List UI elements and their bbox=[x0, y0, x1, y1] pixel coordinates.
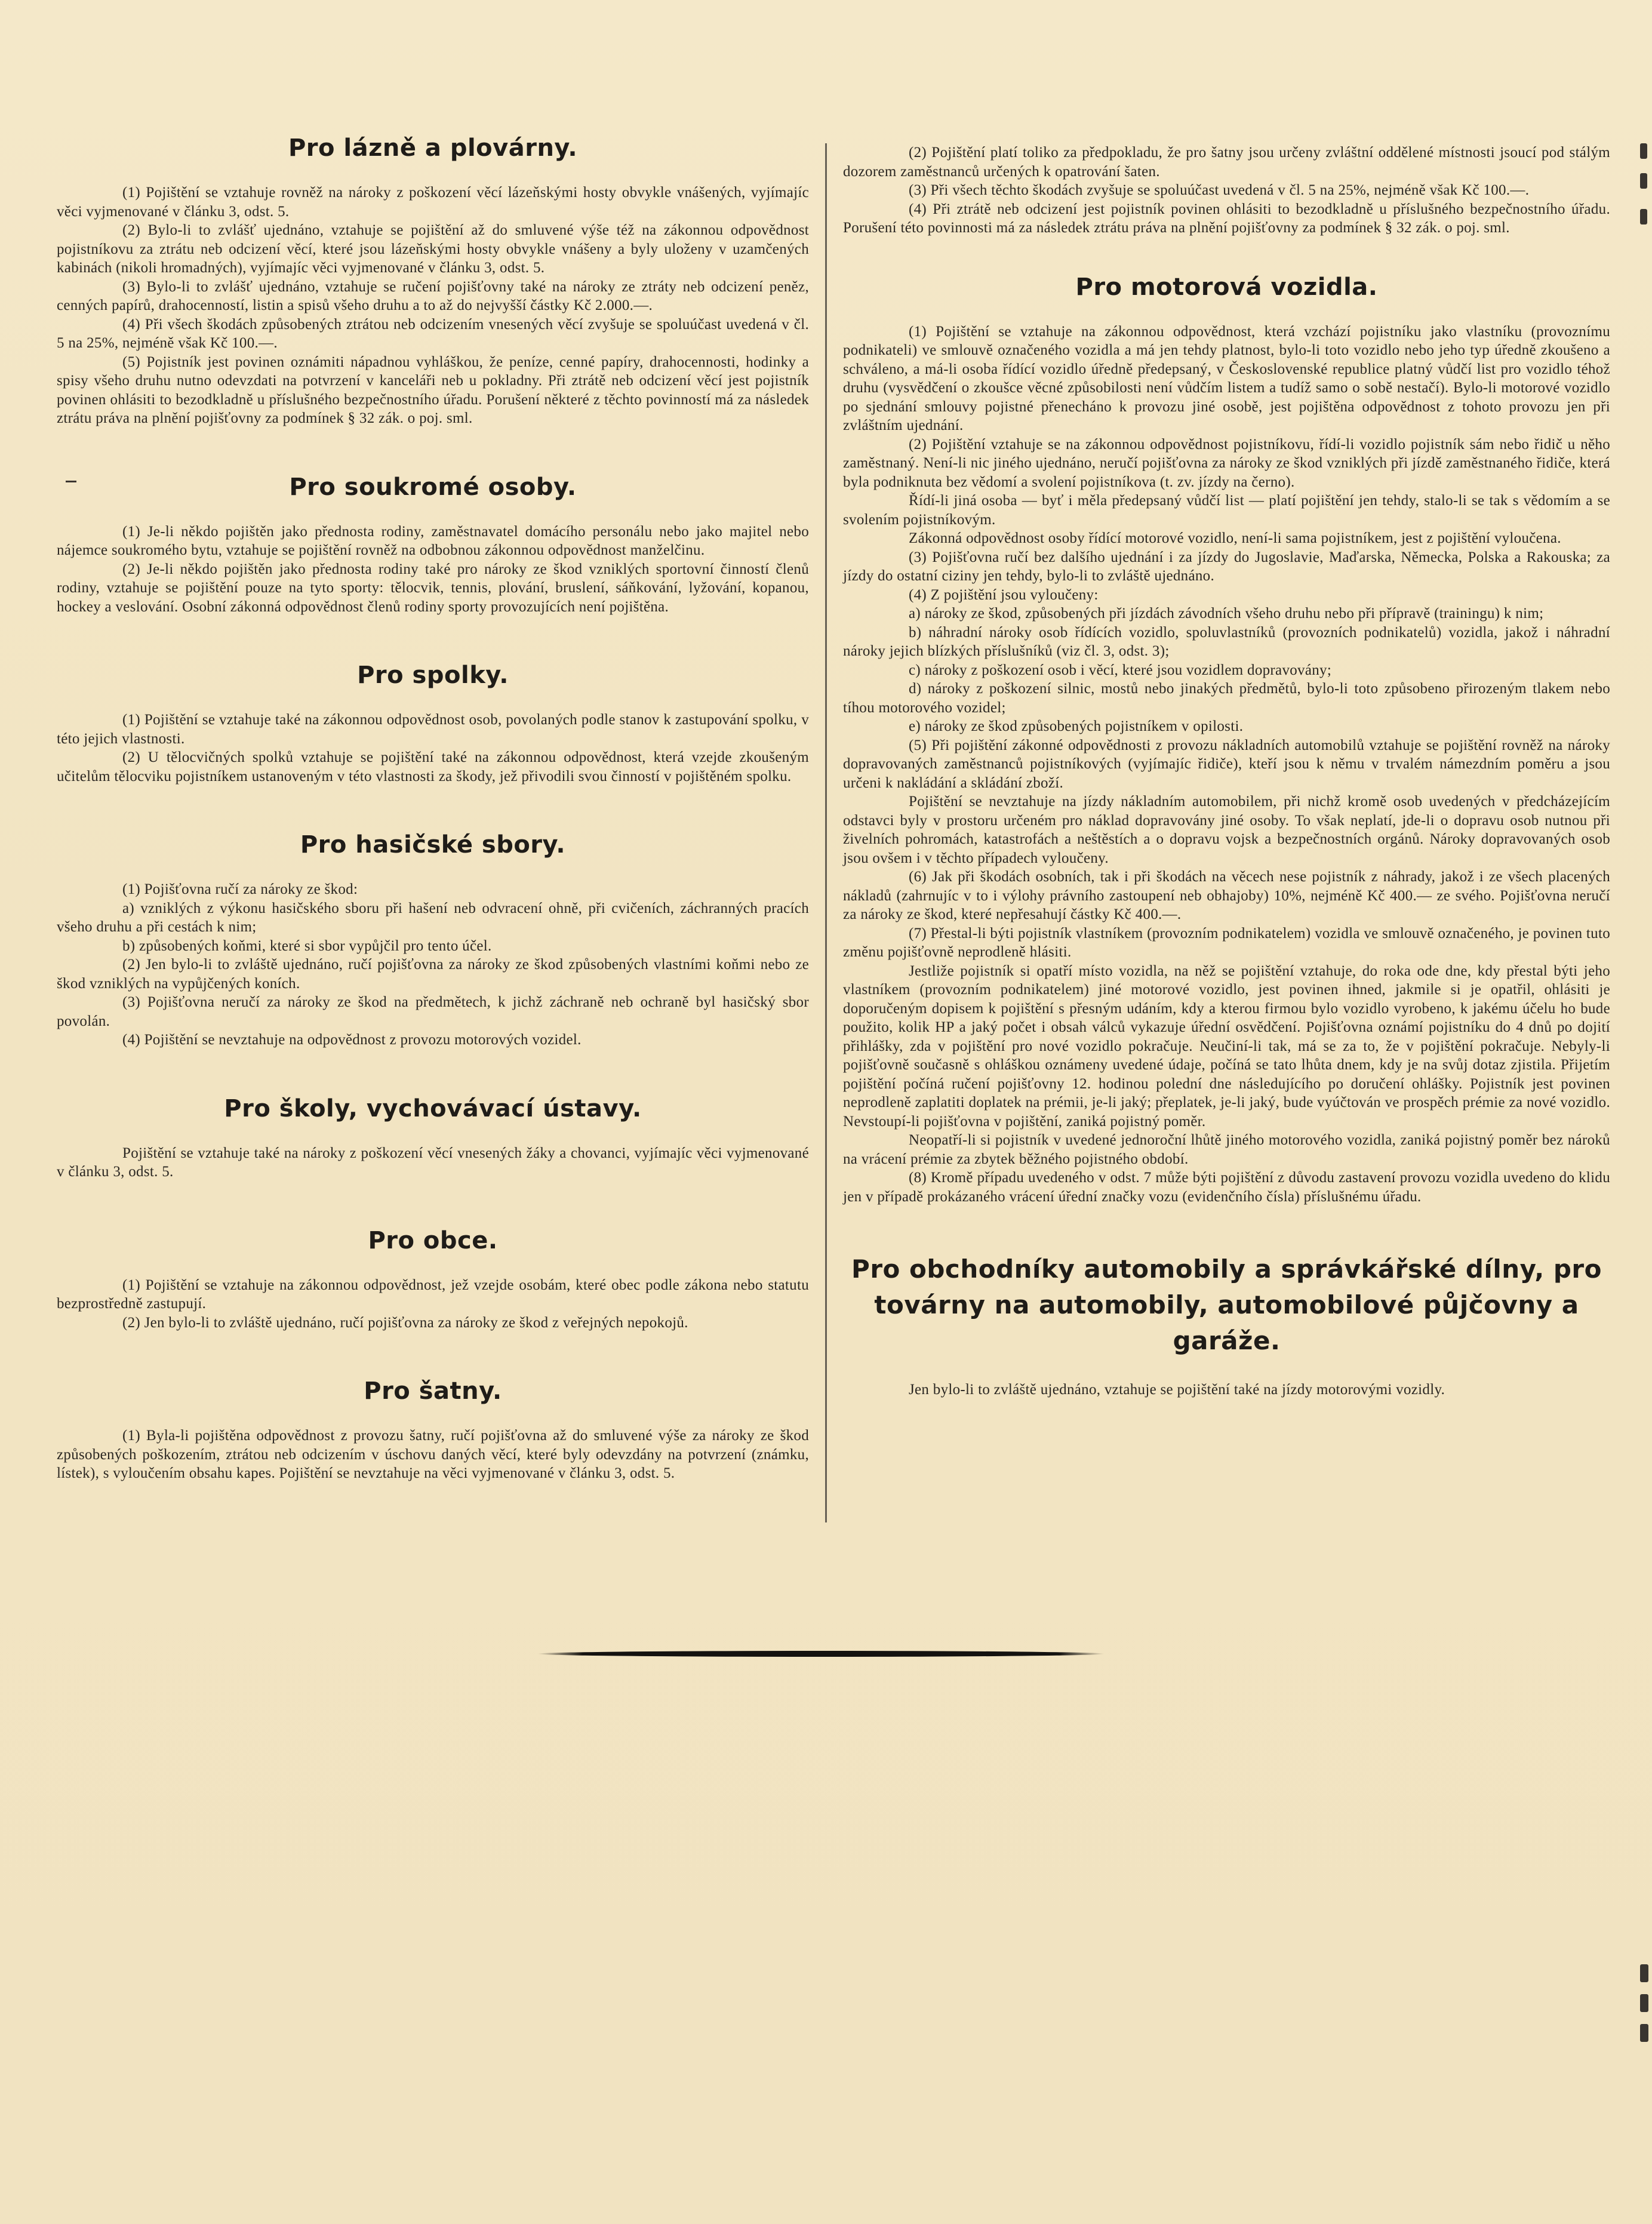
section-title: Pro soukromé osoby. bbox=[289, 473, 577, 501]
section-satny bbox=[57, 1377, 809, 1483]
section-motorova-vozidla bbox=[843, 273, 1610, 1207]
paragraph: (2) Jen bylo-li to zvláště ujednáno, ručí pojišťovna za nároky ze škod způsobených vlastními koňmi nebo ze škod vzniklých na vypůjčených koních. bbox=[57, 956, 809, 992]
paragraph: (2) U tělocvičných spolků vztahuje se pojištění také na zákonnou odpovědnost, která vzejde zkoušeným učitelům tělocviku pojistníkem ustanoveným v této vlastnosti za škody, jež přivodili svou činností v pojištěném spolku. bbox=[57, 749, 809, 785]
paragraph: (2) Pojištění vztahuje se na zákonnou odpovědnost pojistníkovu, řídí-li vozidlo pojistník sám nebo řidič u něho zaměstnaný. Není-li nic jiného ujednáno, neručí pojišťovna za nároky ze škod vzniklých při jízdě zaměstnaného řidiče, která byla podniknuta bez vědomí a svolení pojistníkova (t. zv. jízdy na černo). bbox=[843, 436, 1610, 490]
paragraph: (7) Přestal-li býti pojistník vlastníkem (provozním podnikatelem) vozidla ve smlouvě označeného, je povinen tuto změnu pojišťovně neprodleně hlásiti. bbox=[843, 925, 1611, 960]
section-soukrome-osoby bbox=[57, 473, 809, 617]
paragraph: (1) Pojištění se vztahuje na zákonnou odpovědnost, která vzchází pojistníku jako vlastníku (provoznímu podnikateli) ve smlouvě označeného vozidla a má jen tehdy platnost, bylo-li toto vozidlo nebo jeho typ úředně zkoušeno a schváleno, a má-li osoba řídící vozidlo úředně předepsaný, v Československé republice platný vůdčí list pro vozidlo téhož druhu (vysvědčení o zkoušce věcné způsobilosti není vůdčím listem a tudíž samo o sobě nestačí). Bylo-li motorové vozidlo po sjednání smlouvy pojistné přenecháno k provozu jiné osobě, jest pojištěna odpovědnost z tohoto provozu jen při zvláštním ujednání. bbox=[843, 323, 1610, 433]
paragraph: (8) Kromě případu uvedeného v odst. 7 může býti pojištění z důvodu zastavení provozu vozidla uvedeno do klidu jen v případě prokázaného vrácení úřední značky vozu (evidenčního čísla) příslušnému úřadu. bbox=[843, 1170, 1610, 1205]
section-obce bbox=[57, 1227, 809, 1333]
section-title: Pro spolky. bbox=[357, 662, 509, 689]
paragraph: (1) Je-li někdo pojištěn jako přednosta rodiny, zaměstnavatel domácího personálu nebo jako majitel nebo nájemce soukromého bytu, vztahuje se pojištění rovněž na odbobnou zákonnou odpovědnost manželčinu. bbox=[57, 523, 809, 558]
section-obchodnici-automobily bbox=[843, 1251, 1610, 1399]
section-lazne bbox=[57, 134, 809, 428]
paragraph: (3) Pojišťovna neručí za nároky ze škod na předmětech, k jichž záchraně neb ochraně byl hasičský sbor povolán. bbox=[57, 994, 809, 1029]
paragraph: d) nároky z poškození silnic, mostů nebo jinakých předmětů, bylo-li toto způsobeno přirozeným tlakem nebo tíhou motorového vozidel; bbox=[843, 681, 1610, 716]
section-title: Pro motorová vozidla. bbox=[1075, 273, 1378, 301]
column-divider bbox=[825, 143, 827, 1522]
binding-marks-bottom bbox=[1633, 1964, 1652, 2048]
paragraph: (4) Při ztrátě neb odcizení jest pojistník povinen ohlásiti to bezodkladně u příslušného bezpečnostního úřadu. Porušení této povinnosti má za následek ztrátu práva na plnění pojišťovny za podmínek § 32 zák. o poj. sml. bbox=[843, 201, 1610, 236]
section-title: Pro hasičské sbory. bbox=[300, 831, 566, 859]
paragraph: Neopatří-li si pojistník v uvedené jednoroční lhůtě jiného motorového vozidla, zaniká pojistný poměr bez nároků na vrácení prémie za zbytek běžného pojistného období. bbox=[843, 1132, 1610, 1167]
section-title: Pro šatny. bbox=[364, 1377, 502, 1405]
paragraph: (1) Pojištění se vztahuje rovněž na nároky z poškození věcí lázeňskými hosty obvykle vnášených, vyjímajíc věci vyjmenované v článku 3, odst. 5. bbox=[57, 184, 809, 220]
paragraph: a) nároky ze škod, způsobených při jízdách závodních všeho druhu nebo při přípravě (trainingu) k nim; bbox=[909, 605, 1544, 622]
paragraph: (2) Pojištění platí toliko za předpokladu, že pro šatny jsou určeny zvláštní oddělené místnosti jsoucí pod stálým dozorem zaměstnanců určených k opatrování šaten. bbox=[843, 144, 1610, 180]
section-title: Pro obchodníky automobily a správkářské dílny, pro továrny na automobily, automobilové půjčovny a garáže. bbox=[851, 1254, 1602, 1355]
right-column bbox=[843, 143, 1610, 1445]
left-column bbox=[57, 134, 809, 1528]
section-title: Pro školy, vychovávací ústavy. bbox=[224, 1094, 642, 1122]
paragraph: Jen bylo-li to zvláště ujednáno, vztahuje se pojištění také na jízdy motorovými vozidly. bbox=[909, 1382, 1445, 1398]
paragraph: (3) Pojišťovna ručí bez dalšího ujednání i za jízdy do Jugoslavie, Maďarska, Německa, Polska a Rakouska; za jízdy do ostatní ciziny jen tehdy, bylo-li to zvláště ujednáno. bbox=[843, 549, 1610, 584]
paragraph: (3) Bylo-li to zvlášť ujednáno, vztahuje se ručení pojišťovny také na nároky ze ztráty neb odcizení peněz, cenných papírů, drahocenností, listin a spisů všeho druhu a to až do nejvyšší částky Kč 2.000.—. bbox=[57, 278, 809, 313]
section-satny-continued bbox=[843, 143, 1610, 238]
paragraph: Zákonná odpovědnost osoby řídící motorové vozidlo, není-li sama pojistníkem, jest z pojištění vyloučena. bbox=[909, 530, 1561, 546]
paragraph: (2) Bylo-li to zvlášť ujednáno, vztahuje se pojištění až do smluvené výše též na zákonnou odpovědnost pojistníkovu za ztrátu neb odcizení věcí, které jsou lázeňskými hosty obvykle vnášeny a byly uloženy v uzamčených kabinách (nikoli hromadných), vyjímajíc věci vyjmenované v článku 3, odst. 5. bbox=[57, 222, 809, 276]
binding-marks-top bbox=[1633, 131, 1652, 251]
paragraph: (4) Při všech škodách způsobených ztrátou neb odcizením vnesených věcí zvyšuje se spoluúčast uvedená v čl. 5 na 25%, nejméně však Kč 100.—. bbox=[57, 316, 809, 351]
paragraph: (6) Jak při škodách osobních, tak i při škodách na věcech nese pojistník z náhrady, jakož i ze všech placených nákladů (zahrnujíc v to i výlohy právního zastoupení neb obhajoby) 10%, nejméně Kč 400.— ze svého. Pojišťovna neručí za nároky ze škod, které nepřesahují částky Kč 400.—. bbox=[843, 869, 1610, 922]
paragraph: b) náhradní nároky osob řídících vozidlo, spoluvlastníků (provozních podnikatelů) vozidla, jakož i náhradní nároky jejich blízkých příslušníků (viz čl. 3, odst. 3); bbox=[843, 624, 1610, 659]
paragraph: (1) Pojišťovna ručí za nároky ze škod: bbox=[122, 881, 358, 897]
decorative-rule bbox=[537, 1651, 1105, 1657]
section-hasicske-sbory bbox=[57, 831, 809, 1050]
paragraph: (2) Jen bylo-li to zvláště ujednáno, ručí pojišťovna za nároky ze škod z veřejných nepokojů. bbox=[122, 1314, 688, 1331]
section-title: Pro lázně a plovárny. bbox=[288, 134, 578, 162]
paragraph: (1) Pojištění se vztahuje také na zákonnou odpovědnost osob, povolaných podle stanov k zastupování spolku, v této jejich vlastnosti. bbox=[57, 712, 809, 747]
section-title: Pro obce. bbox=[368, 1226, 498, 1254]
paragraph: c) nároky z poškození osob i věcí, které jsou vozidlem dopravovány; bbox=[909, 662, 1332, 678]
paragraph: b) způsobených koňmi, které si sbor vypůjčil pro tento účel. bbox=[122, 937, 492, 954]
paragraph: (1) Byla-li pojištěna odpovědnost z provozu šatny, ručí pojišťovna až do smluvené výše za nároky ze škod způsobených poškozením, ztrátou neb odcizením v úschovu daných věcí, které byly odevzdány na potvrzení (známku, lístek), s vyloučením obsahu kapes. Pojištění se nevztahuje na věci vyjmenované v článku 3, odst. 5. bbox=[57, 1428, 809, 1481]
paragraph: Pojištění se vztahuje také na nároky z poškození věcí vnesených žáky a chovanci, vyjímajíc věci vyjmenované v článku 3, odst. 5. bbox=[57, 1145, 809, 1180]
paragraph: Řídí-li jiná osoba — byť i měla předepsaný vůdčí list — platí pojištění jen tehdy, stalo-li se tak s vědomím a se svolením pojistníkovým. bbox=[843, 493, 1610, 528]
paragraph: (5) Pojistník jest povinen oznámiti nápadnou vyhláškou, že peníze, cenné papíry, drahocennosti, hodinky a spisy všeho druhu nutno odevzdati na potvrzení v kanceláři neb u pokladny. Při ztrátě neb odcizení věcí jest pojistník povinen ohlásiti to bezodkladně u příslušného bezpečnostního úřadu. Porušení některé z těchto povinností má za následek ztrátu práva na plnění pojišťovny za podmínek § 32 zák. o poj. sml. bbox=[57, 353, 809, 426]
paragraph: (5) Při pojištění zákonné odpovědnosti z provozu nákladních automobilů vztahuje se pojištění rovněž na nároky dopravovaných zaměstnanců pojistníkových (vyjímajíc řidiče), kteří jsou k němu v trvalém námezdním poměru a jsou určeni k nakládání a skládání zboží. bbox=[843, 737, 1610, 791]
paragraph: (4) Z pojištění jsou vyloučeny: bbox=[909, 586, 1099, 603]
paragraph: (4) Pojištění se nevztahuje na odpovědnost z provozu motorových vozidel. bbox=[122, 1032, 582, 1048]
paragraph: a) vzniklých z výkonu hasičského sboru při hašení neb odvracení ohně, při cvičeních, záchranných pracích všeho druhu a při cestách k nim; bbox=[57, 900, 809, 935]
paragraph: Pojištění se nevztahuje na jízdy nákladním automobilem, při nichž kromě osob uvedených v předcházejícím odstavci byly v prostoru určeném pro náklad dopravovány jiné osoby. To však neplatí, jde-li o dopravu osob nutnou při živelních pohromách, katastrofách a neštěstích a o dopravu vojsk a bezpečnostních orgánů. Nároky dopravovaných osob jsou ovšem i v těchto případech vyloučeny. bbox=[843, 793, 1610, 866]
section-spolky bbox=[57, 662, 809, 786]
section-skoly bbox=[57, 1095, 809, 1182]
paragraph: (2) Je-li někdo pojištěn jako přednosta rodiny také pro nároky ze škod vzniklých sportovní činností členů rodiny, vztahuje se pojištění pouze na tyto sporty: tělocvik, tennis, plování, bruslení, sáňkování, lyžování, kopanou, hockey a veslování. Osobní zákonná odpovědnost členů rodiny sporty provozujících není pojištěna. bbox=[57, 561, 809, 615]
paragraph: (3) Při všech těchto škodách zvyšuje se spoluúčast uvedená v čl. 5 na 25%, nejméně však Kč 100.—. bbox=[909, 182, 1530, 198]
paragraph: (1) Pojištění se vztahuje na zákonnou odpovědnost, jež vzejde osobám, které obec podle zákona nebo statutu bezprostředně zastupují. bbox=[57, 1276, 809, 1312]
paragraph: e) nároky ze škod způsobených pojistníkem v opilosti. bbox=[909, 718, 1244, 734]
paragraph: Jestliže pojistník si opatří místo vozidla, na něž se pojištění vztahuje, do roka ode dne, kdy přestal býti jeho vlastníkem (provozním podnikatelem) jiné motorové vozidlo, jest povinen ihned, jakmile si je opatřil, ohlásiti je doporučeným dopisem k pojištění s přesným udáním, kdy a kterou firmou bylo vozidlo vyrobeno, k jakému účelu ho bude použito, kolik HP a jaký počet i obsah válců vykazuje úřední osvědčení. Pojišťovna oznámí pojistníku do 4 dnů po dojití přihlášky, zda v pojištění pro nové vozidlo pokračuje. Neučiní-li tak, má se za to, že v pojištění pokračuje. Nebyly-li pojišťovně současně s ohláškou oznámeny uvedené údaje, počíná se tato lhůta dnem, kdy je na svůj dotaz zjistila. Přijetím pojištění počíná ručení pojišťovny 12. hodinou polední dne následujícího po doručení ohlášky. Pojistník jest povinen neprodleně zaplatiti doplatek na prémii, je-li jaký; přeplatek, je-li jaký, bude vyúčtován ve prospěch prémie za nové vozidlo. Nevstoupí-li pojišťovna v pojištění, zaniká pojistný poměr. bbox=[843, 962, 1610, 1130]
